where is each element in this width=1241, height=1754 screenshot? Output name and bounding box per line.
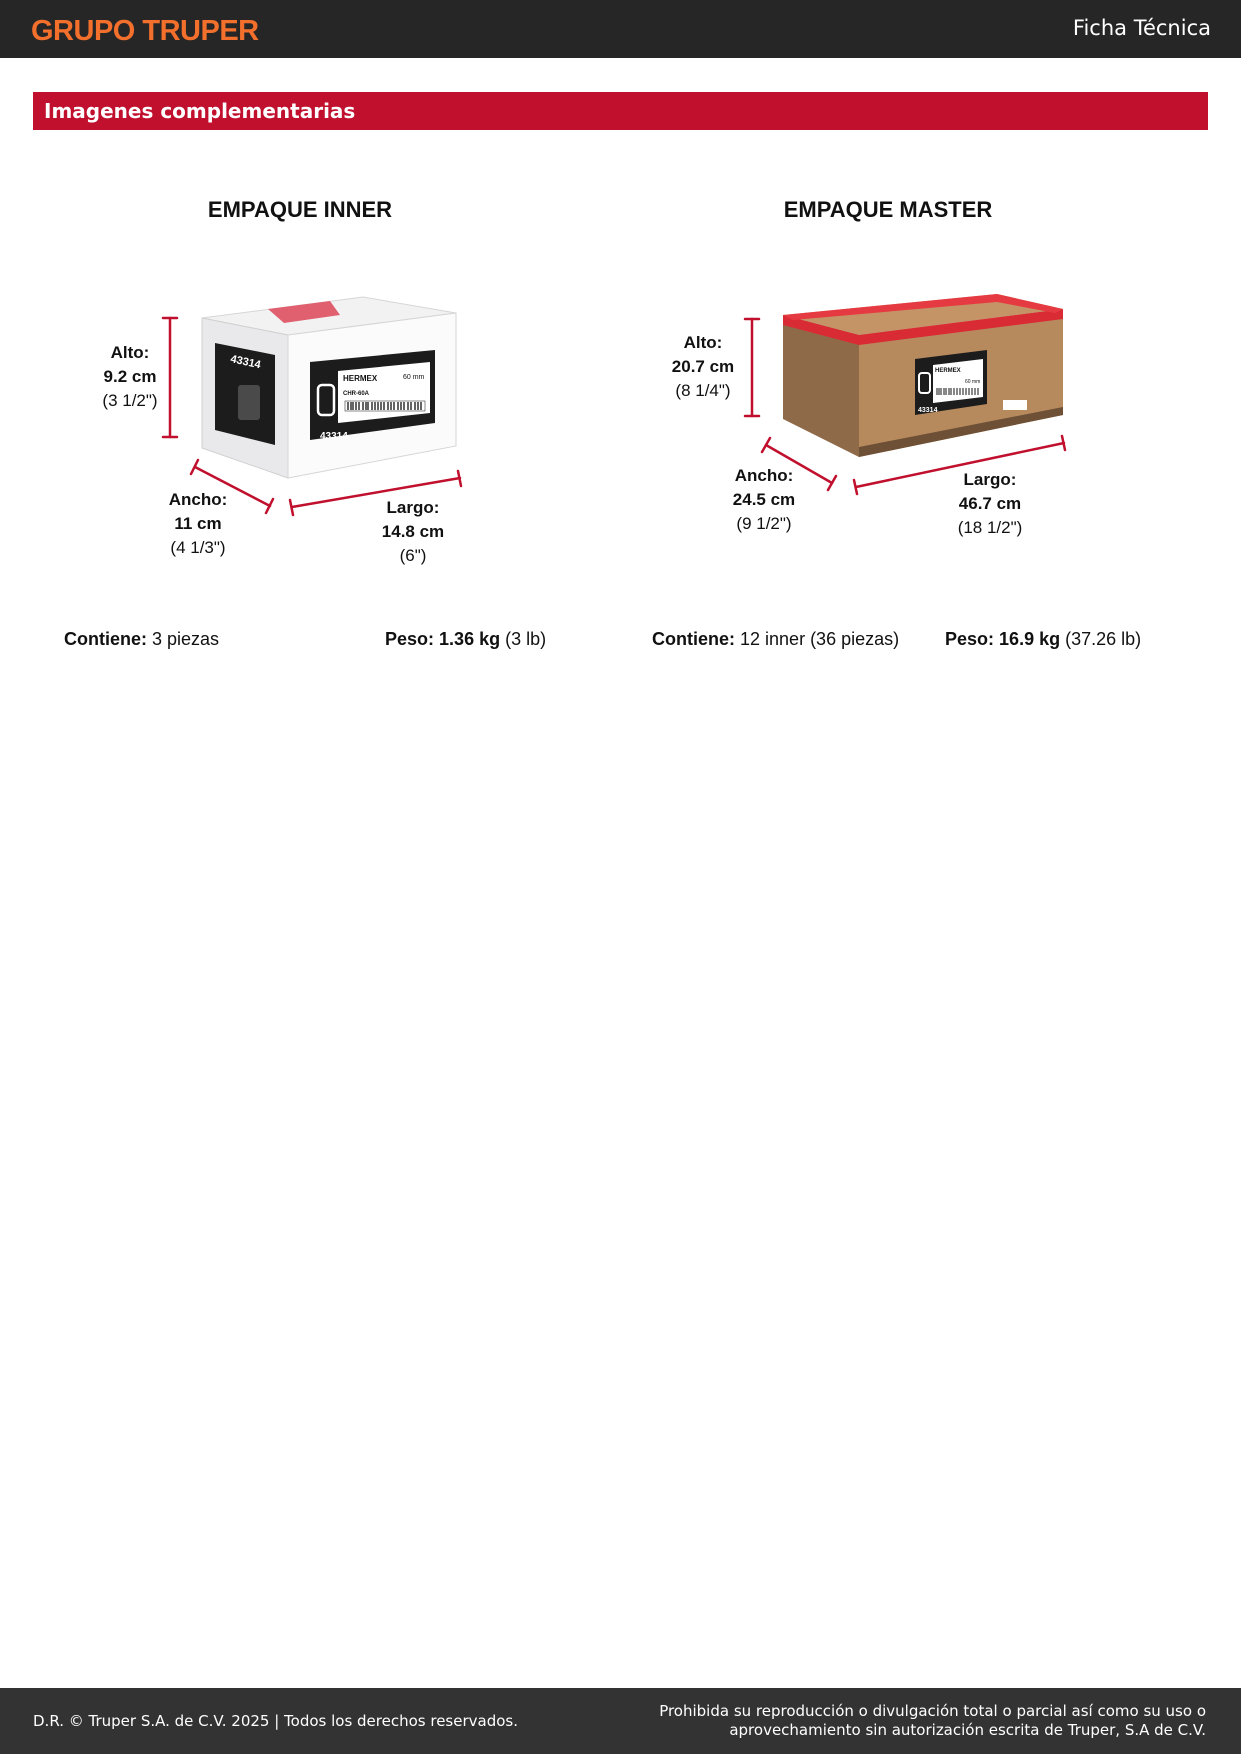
- master-package-title: EMPAQUE MASTER: [783, 197, 993, 222]
- section-title: Imagenes complementarias: [44, 99, 356, 123]
- header-bar: [0, 0, 1241, 58]
- brand-logo: GRUPO TRUPER: [31, 15, 259, 47]
- inner-side-sku: 43314: [229, 353, 262, 372]
- master-contains: Contiene: 12 inner (36 piezas): [652, 629, 900, 649]
- master-front-brand: HERMEX: [935, 368, 961, 374]
- master-ancho-label: Ancho: 24.5 cm (9 1/2"): [732, 466, 796, 533]
- inner-front-sku: 43314: [320, 431, 348, 442]
- master-front-size: 60 mm: [965, 379, 981, 385]
- legal-notice-line-1: Prohibida su reproducción o divulgación total o parcial así como su uso o: [659, 1702, 1206, 1720]
- inner-front-brand: HERMEX: [343, 374, 378, 383]
- legal-notice-line-2: aprovechamiento sin autorización escrita de Truper, S.A de C.V.: [729, 1721, 1206, 1739]
- inner-largo-label: Largo: 14.8 cm (6"): [381, 498, 445, 565]
- master-largo-label: Largo: 46.7 cm (18 1/2"): [957, 470, 1023, 537]
- inner-ancho-label: Ancho: 11 cm (4 1/3"): [168, 490, 228, 557]
- copyright-notice: D.R. © Truper S.A. de C.V. 2025 | Todos los derechos reservados.: [33, 1712, 518, 1730]
- inner-package-title: EMPAQUE INNER: [207, 197, 393, 222]
- footer-bar: [0, 1688, 1241, 1754]
- section-header: [33, 92, 1208, 130]
- master-alto-label: Alto: 20.7 cm (8 1/4"): [671, 333, 735, 400]
- inner-alto-label: Alto: 9.2 cm (3 1/2"): [102, 343, 158, 410]
- inner-contains: Contiene: 3 piezas: [64, 629, 220, 649]
- legal-notice: [646, 1702, 1206, 1740]
- master-weight: Peso: 16.9 kg (37.26 lb): [945, 629, 1142, 649]
- inner-front-model: CHR-60A: [343, 391, 370, 397]
- document-type: Ficha Técnica: [1072, 16, 1211, 40]
- inner-weight: Peso: 1.36 kg (3 lb): [385, 629, 547, 649]
- master-front-sku: 43314: [918, 407, 938, 414]
- inner-front-size: 60 mm: [403, 374, 425, 381]
